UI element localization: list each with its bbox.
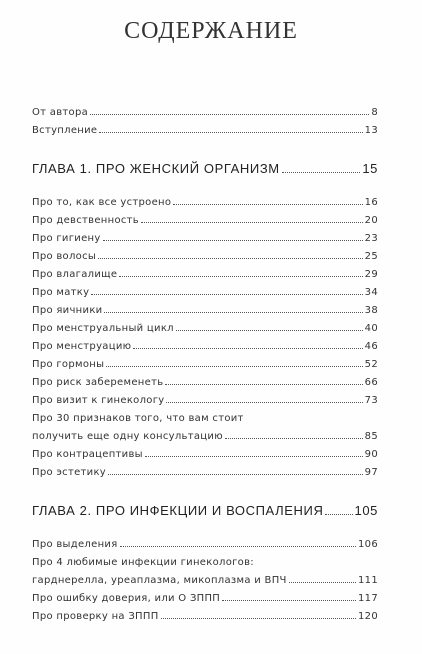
toc-entry-label: Про риск забеременеть <box>32 377 164 388</box>
dot-leader <box>161 618 356 619</box>
toc-entry[interactable] <box>32 568 378 586</box>
toc-entry-label: Про влагалище <box>32 269 118 280</box>
toc-entry-page: 97 <box>364 467 378 478</box>
dot-leader <box>108 474 363 475</box>
spacer <box>32 478 378 496</box>
dot-leader <box>90 114 369 115</box>
toc-entry-label: Про визит к гинекологу <box>32 395 165 406</box>
dot-leader <box>176 330 363 331</box>
toc-entry-page: 90 <box>364 449 378 460</box>
toc-entry-page: 73 <box>364 395 378 406</box>
dot-leader <box>289 582 356 583</box>
toc-entry-page: 111 <box>358 575 378 586</box>
chapter-page: 15 <box>362 161 378 176</box>
toc-entry-label: Про девственность <box>32 215 140 226</box>
toc-entry[interactable] <box>32 298 378 316</box>
dot-leader <box>282 172 361 173</box>
spacer <box>32 136 378 154</box>
toc-entry-label: Про контрацептивы <box>32 449 143 460</box>
toc-entry-label: Про менструацию <box>32 341 132 352</box>
toc-entry[interactable] <box>32 352 378 370</box>
dot-leader <box>166 402 362 403</box>
dot-leader <box>104 312 362 313</box>
toc-entry[interactable] <box>32 118 378 136</box>
toc-entry-page: 52 <box>364 359 378 370</box>
toc-entry-label: Про выделения <box>32 539 118 550</box>
chapter-title: ГЛАВА 1. ПРО ЖЕНСКИЙ ОРГАНИЗМ <box>32 161 280 176</box>
toc-entry-page: 120 <box>358 611 378 622</box>
dot-leader <box>225 438 363 439</box>
spacer <box>32 518 378 532</box>
dot-leader <box>141 222 363 223</box>
toc-entry-label: Про менструальный цикл <box>32 323 174 334</box>
toc-entry-label: получить еще одну консультацию <box>32 431 223 442</box>
dot-leader <box>145 456 363 457</box>
toc-entry-page: 117 <box>358 593 378 604</box>
toc-entry-label: Про эстетику <box>32 467 107 478</box>
toc-entry-page: 40 <box>364 323 378 334</box>
toc-entry-label: Про ошибку доверия, или О ЗППП <box>32 593 221 604</box>
toc-entry-page: 66 <box>364 377 378 388</box>
toc-entry-page: 16 <box>364 197 378 208</box>
toc-entry-label: От автора <box>32 107 89 118</box>
dot-leader <box>222 600 356 601</box>
toc-entry-page: 8 <box>371 107 378 118</box>
chapter-title: ГЛАВА 2. ПРО ИНФЕКЦИИ И ВОСПАЛЕНИЯ <box>32 503 324 518</box>
spacer <box>32 176 378 190</box>
toc-entry[interactable] <box>32 424 378 442</box>
toc-entry-label: Про 30 признаков того, что вам стоит <box>32 413 244 424</box>
toc-entry[interactable] <box>32 604 378 622</box>
chapter-heading[interactable] <box>32 154 378 176</box>
toc-entry-label: Про 4 любимые инфекции гинекологов: <box>32 557 254 568</box>
toc-entry-label: Про яичники <box>32 305 103 316</box>
toc-entry-page: 23 <box>364 233 378 244</box>
toc-entry[interactable] <box>32 460 378 478</box>
dot-leader <box>119 276 362 277</box>
dot-leader <box>98 258 363 259</box>
toc-entry-label: гарднерелла, уреаплазма, микоплазма и ВПЧ <box>32 575 287 586</box>
toc-entry-page: 38 <box>364 305 378 316</box>
dot-leader <box>165 384 362 385</box>
toc-entry-label: Про гигиену <box>32 233 101 244</box>
dot-leader <box>99 132 362 133</box>
toc-entry[interactable] <box>32 316 378 334</box>
dot-leader <box>325 514 352 515</box>
toc-entry-label: Про то, как все устроено <box>32 197 172 208</box>
toc-entry[interactable] <box>32 262 378 280</box>
toc-entry-first-line[interactable] <box>32 406 378 424</box>
toc-entry-label: Вступление <box>32 125 98 136</box>
dot-leader <box>120 546 356 547</box>
toc-entry-label: Про волосы <box>32 251 97 262</box>
dot-leader <box>103 240 363 241</box>
toc-entry[interactable] <box>32 226 378 244</box>
dot-leader <box>91 294 362 295</box>
chapter-page: 105 <box>354 503 378 518</box>
toc-entry-page: 34 <box>364 287 378 298</box>
toc-entry[interactable] <box>32 100 378 118</box>
toc-entry[interactable] <box>32 334 378 352</box>
table-of-contents <box>32 100 378 622</box>
toc-entry[interactable] <box>32 370 378 388</box>
toc-entry-page: 13 <box>364 125 378 136</box>
toc-entry[interactable] <box>32 208 378 226</box>
toc-entry[interactable] <box>32 280 378 298</box>
toc-entry-page: 20 <box>364 215 378 226</box>
toc-entry[interactable] <box>32 532 378 550</box>
dot-leader <box>133 348 362 349</box>
toc-entry-first-line[interactable] <box>32 550 378 568</box>
toc-entry-label: Про матку <box>32 287 90 298</box>
toc-entry-label: Про гормоны <box>32 359 105 370</box>
toc-entry-page: 25 <box>364 251 378 262</box>
toc-entry-page: 106 <box>358 539 378 550</box>
toc-entry-page: 29 <box>364 269 378 280</box>
toc-entry-page: 46 <box>364 341 378 352</box>
dot-leader <box>173 204 362 205</box>
toc-entry-label: Про проверку на ЗППП <box>32 611 159 622</box>
toc-entry[interactable] <box>32 442 378 460</box>
toc-entry[interactable] <box>32 586 378 604</box>
toc-entry[interactable] <box>32 244 378 262</box>
toc-entry-page: 85 <box>364 431 378 442</box>
toc-entry[interactable] <box>32 190 378 208</box>
dot-leader <box>106 366 362 367</box>
page-title: СОДЕРЖАНИЕ <box>124 18 298 44</box>
chapter-heading[interactable] <box>32 496 378 518</box>
toc-entry[interactable] <box>32 388 378 406</box>
